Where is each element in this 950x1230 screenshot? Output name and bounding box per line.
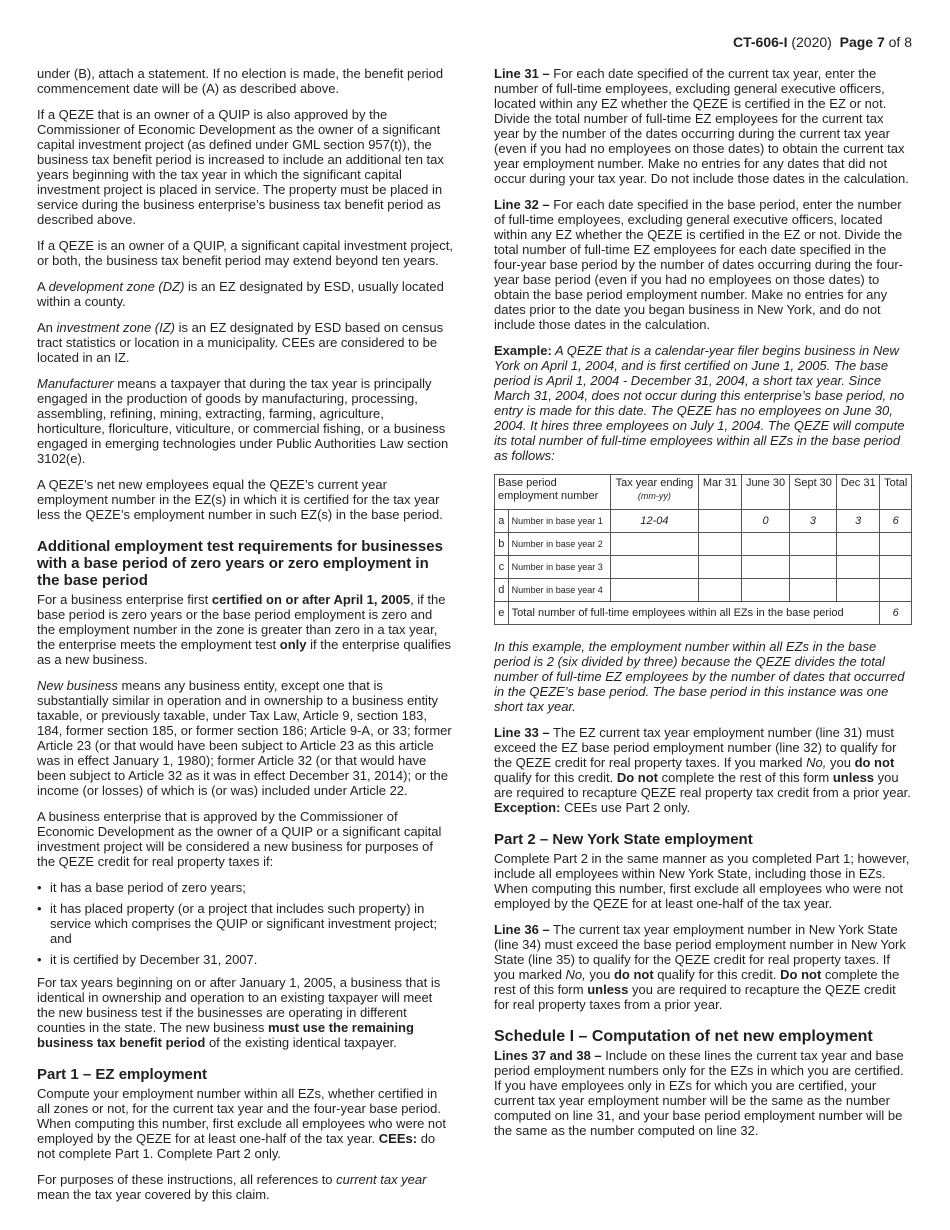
- text-run: , if the base period is zero years or the base period employment is zero and the employment number in the zone is greater than zero in a tax year, the enterprise meets the employment test: [37, 592, 446, 652]
- table-cell: [699, 533, 742, 556]
- text-run: The current tax year employment number in New York State (line 34) must exceed the base period employment number in New York State (line 35) to qualify for the QEZE credit for real property taxes. If you marked: [494, 922, 906, 982]
- italic-text: No,: [806, 755, 827, 770]
- text-run: For tax years beginning on or after January 1, 2005, a business that is identical in ownership and operation to an existing taxpayer will meet the new business test if the businesses are operating in different counties in the state. The new business: [37, 975, 441, 1035]
- row-label: Number in base year 3: [508, 556, 610, 579]
- bold-text: Exception:: [494, 800, 561, 815]
- bold-text: Example:: [494, 343, 552, 358]
- bold-text: unless: [832, 770, 875, 785]
- paragraph: [37, 592, 453, 667]
- text-run: is an EZ designated by ESD based on census tract statistics or location in a municipality. CEEs are considered to be located in an IZ.: [37, 320, 444, 365]
- bold-text: Do not: [780, 967, 822, 982]
- paragraph: [494, 639, 912, 714]
- text-run: For a business enterprise first: [37, 592, 212, 607]
- italic-text: investment zone (IZ): [56, 320, 176, 335]
- left-column: [37, 66, 453, 1213]
- paragraph: [37, 975, 453, 1050]
- italic-text: In this example, the employment number within all EZs in the base period is 2 (six divided by three) because the QEZE divides the total number of full-time EZ employees by the number of dates that occurred in the QEZE’s base period. The base period in this instance was one short tax year.: [494, 639, 905, 714]
- text-run: do not complete Part 1. Complete Part 2 only.: [37, 1131, 436, 1161]
- bold-text: Lines 37 and 38 –: [494, 1048, 602, 1063]
- table-cell: [790, 579, 837, 602]
- bold-text: Line 32 –: [494, 197, 550, 212]
- paragraph: [494, 197, 912, 332]
- paragraph: [494, 922, 912, 1012]
- table-cell: [741, 556, 789, 579]
- table-row: [495, 533, 912, 556]
- table-row: [495, 556, 912, 579]
- italic-text: New business: [37, 678, 118, 693]
- bold-text: CEEs:: [378, 1131, 418, 1146]
- text-run: you: [585, 967, 614, 982]
- paragraph: [37, 320, 453, 365]
- table-cell: [699, 556, 742, 579]
- bold-text: do not: [613, 967, 654, 982]
- text-run: under (B), attach a statement. If no election is made, the benefit period commencement date will be (A) as described above.: [37, 66, 444, 96]
- row-letter: e: [495, 602, 509, 625]
- row-label: Total number of full-time employees within all EZs in the base period: [508, 602, 880, 625]
- table-cell: 12-04: [610, 510, 698, 533]
- paragraph: [494, 1048, 912, 1138]
- table-cell: [836, 579, 880, 602]
- text-run: means any business entity, except one that is substantially similar in operation and in ownership to a business entity taxable, or previously taxable, under Tax Law, Article 9, section 183, 184, former section 185, or former section 186; Article 9-A, or 33; former Article 23 (or that would have been subject to Article 23 as this article was in effect January 1, 1980); former Article 32 (or that would have been subject to Article 32 as it was in effect December 31, 2014); or the income (or losses) of which is (or was) included under Article 22.: [37, 678, 452, 798]
- text-run: A business enterprise that is approved by the Commissioner of Economic Development as the owner of a QUIP or a significant capital investment project will be considered a new business for purposes of the QEZE credit for real property taxes if:: [37, 809, 442, 869]
- section-heading: Part 2 – New York State employment: [494, 831, 753, 848]
- table-cell: [790, 556, 837, 579]
- text-run: A QEZE’s net new employees equal the QEZE’s current year employment number in the EZ(s) in which it is certified for the tax year less the QEZE’s employment number in such EZ(s) in the base period.: [37, 477, 443, 522]
- bullet-list: [37, 880, 453, 967]
- text-run: The EZ current tax year employment number (line 31) must exceed the EZ base period employment number (line 32) to qualify for the QEZE credit for real property taxes. If you marked: [494, 725, 897, 770]
- paragraph: [37, 1086, 453, 1161]
- section-heading: Schedule I – Computation of net new employment: [494, 1028, 873, 1045]
- row-letter: d: [495, 579, 509, 602]
- paragraph: [37, 678, 453, 798]
- form-year: (2020): [791, 34, 832, 50]
- bold-text: only: [279, 637, 307, 652]
- text-run: of the existing identical taxpayer.: [205, 1035, 397, 1050]
- paragraph: [494, 725, 912, 815]
- right-column: [494, 66, 912, 1149]
- table-cell: 3: [790, 510, 837, 533]
- italic-text: Manufacturer: [37, 376, 114, 391]
- text-run: Include on these lines the current tax year and base period employment numbers only for the EZs in which you are certified. If you have employees only in EZs for which you are certified, your current tax year employment number will be the same as the number computed on line 31, and your base period employment number will be the same as the number computed on line 32.: [494, 1048, 904, 1138]
- table-header-row: [495, 475, 912, 510]
- table-cell: [880, 556, 912, 579]
- table-cell: [610, 579, 698, 602]
- table-total-row: [495, 602, 912, 625]
- text-run: means a taxpayer that during the tax year is principally engaged in the production of goods by manufacturing, processing, assembling, refining, mining, extracting, farming, agriculture, horticulture, floriculture, viticulture, or commercial fishing, or a business engaged in emerging technologies under Public Authorities Law section 3102(e).: [37, 376, 449, 466]
- table-cell: [836, 533, 880, 556]
- table-cell: [699, 510, 742, 533]
- text-run: An: [37, 320, 57, 335]
- paragraph: [37, 1172, 453, 1202]
- text-run: Compute your employment number within all EZs, whether certified in all zones or not, for the current tax year and the four-year base period. When computing this number, first exclude all employees who were not employed by the QEZE for at least one-half of the tax year.: [37, 1086, 446, 1146]
- example-table: [494, 474, 912, 625]
- italic-text: development zone (DZ): [48, 279, 185, 294]
- text-run: complete the rest of this form: [494, 967, 900, 997]
- form-number: CT-606-I: [733, 34, 788, 50]
- section-heading: Additional employment test requirements for businesses with a base period of zero years or zero employment in the base period: [37, 538, 443, 589]
- text-run: you: [826, 755, 855, 770]
- text-run: For each date specified of the current tax year, enter the number of full-time employees, excluding general executive officers, located within any EZ whether the QEZE is certified in the EZ or not. Divide the total number of full-time EZ employees for the current tax year by the number of the dates occurring during the current tax year (even if you had no employees on those dates) to obtain the current tax year employment number. Make no entries for any dates that did not occur during your tax year. Do not include those dates in the calculation.: [494, 66, 909, 186]
- bullet-item: • it is certified by December 31, 2007.: [37, 952, 453, 967]
- row-letter: a: [495, 510, 509, 533]
- col-header: [610, 475, 698, 510]
- page-of: of 8: [888, 34, 912, 50]
- table-cell: [880, 579, 912, 602]
- bold-text: Do not: [616, 770, 658, 785]
- paragraph: [494, 66, 912, 186]
- col-header: Sept 30: [790, 475, 837, 510]
- text-run: is an EZ designated by ESD, usually located within a county.: [37, 279, 444, 309]
- example-paragraph: [494, 343, 912, 463]
- bold-text: must use the remaining business tax benefit period: [37, 1020, 414, 1050]
- bold-text: Line 31 –: [494, 66, 550, 81]
- paragraph: [37, 279, 453, 309]
- col-header: Total: [880, 475, 912, 510]
- paragraph: [37, 809, 453, 869]
- col-header-label: Tax year ending: [615, 477, 694, 489]
- bold-text: Line 33 –: [494, 725, 550, 740]
- col-header: Dec 31: [836, 475, 880, 510]
- bullet-item: • it has a base period of zero years;: [37, 880, 453, 895]
- text-run: you are required to recapture the QEZE credit for real property taxes from a prior year.: [494, 982, 896, 1012]
- bold-text: Line 36 –: [494, 922, 550, 937]
- paragraph: [37, 376, 453, 466]
- text-run: Complete Part 2 in the same manner as you completed Part 1; however, include all employees within New York State, including those in EZs. When computing this number, first exclude all employees who were not employed by the QEZE for at least one-half of the tax year.: [494, 851, 910, 911]
- text-run: For purposes of these instructions, all references to: [37, 1172, 337, 1187]
- paragraph: [37, 66, 453, 96]
- row-label: Number in base year 2: [508, 533, 610, 556]
- table-cell: 0: [741, 510, 789, 533]
- bold-text: certified on or after April 1, 2005: [211, 592, 411, 607]
- text-run: mean the tax year covered by this claim.: [37, 1187, 270, 1202]
- italic-text: current tax year: [336, 1172, 427, 1187]
- bullet-item: • it has placed property (or a project that includes such property) in service which comprises the QUIP or significant investment project; and: [37, 901, 453, 946]
- italic-text: A QEZE that is a calendar-year filer begins business in New York on April 1, 2004, and is first certified on June 1, 2005. The base period is April 1, 2004 - December 31, 2004, a short tax year. Since March 31, 2004, does not occur during this enterprise’s base period, no entry is made for this date. The QEZE has no employees on June 30, 2004. It hires three employees on July 1, 2004. The QEZE will compute its total number of full-time employees within all EZs in the base period as follows:: [494, 343, 905, 463]
- text-run: complete the rest of this form: [657, 770, 833, 785]
- col-header: June 30: [741, 475, 789, 510]
- text-run: qualify for this credit.: [494, 770, 617, 785]
- paragraph: [37, 238, 453, 268]
- text-run: CEEs use Part 2 only.: [560, 800, 691, 815]
- table-cell: [610, 556, 698, 579]
- row-label: Number in base year 4: [508, 579, 610, 602]
- text-run: If a QEZE is an owner of a QUIP, a significant capital investment project, or both, the business tax benefit period may extend beyond ten years.: [37, 238, 453, 268]
- row-label: Number in base year 1: [508, 510, 610, 533]
- table-cell: [741, 579, 789, 602]
- section-heading: Part 1 – EZ employment: [37, 1066, 208, 1083]
- table-row: [495, 579, 912, 602]
- row-letter: b: [495, 533, 509, 556]
- paragraph: [37, 477, 453, 522]
- table-cell: [699, 579, 742, 602]
- table-cell: [741, 533, 789, 556]
- page-number: Page 7: [839, 34, 885, 50]
- table-cell: 6: [880, 510, 912, 533]
- text-run: For each date specified in the base period, enter the number of full-time employees, excluding general executive officers, located within any EZ whether the QEZE is certified in the EZ or not. Divide the total number of full-time EZ employees for each date specified in the four-year base period by the number of dates occurring during the four-year base period (even if you had no employees on those dates) to obtain the base period employment number. Make no entries for any dates prior to the date you began business in New York, and do not include those dates in the calculation.: [494, 197, 904, 332]
- bold-text: do not: [854, 755, 895, 770]
- bold-text: unless: [587, 982, 629, 997]
- table-cell: 3: [836, 510, 880, 533]
- col-header: Mar 31: [699, 475, 742, 510]
- paragraph: [494, 851, 912, 911]
- text-run: If a QEZE that is an owner of a QUIP is also approved by the Commissioner of Economic Development as the owner of a significant capital investment project (as defined under GML section 957(t)), the business tax benefit period is increased to include an additional ten tax years beginning with the tax year in which the significant capital investment project is placed in service. The property must be placed in service during the business enterprise’s business tax benefit period as described above.: [37, 107, 444, 227]
- col-header-sub: (mm-yy): [637, 491, 671, 501]
- table-row: [495, 510, 912, 533]
- page-header: [733, 35, 912, 50]
- text-run: qualify for this credit.: [653, 967, 781, 982]
- italic-text: No,: [565, 967, 586, 982]
- table-cell: [790, 533, 837, 556]
- total-cell: 6: [880, 602, 912, 625]
- text-run: A: [37, 279, 49, 294]
- text-run: if the enterprise qualifies as a new business.: [37, 637, 452, 667]
- table-cell: [836, 556, 880, 579]
- paragraph: [37, 107, 453, 227]
- table-cell: [880, 533, 912, 556]
- col-header: Base period employment number: [495, 475, 611, 510]
- table-cell: [610, 533, 698, 556]
- row-letter: c: [495, 556, 509, 579]
- text-run: you are required to recapture QEZE real property tax credit from a prior year.: [494, 770, 911, 800]
